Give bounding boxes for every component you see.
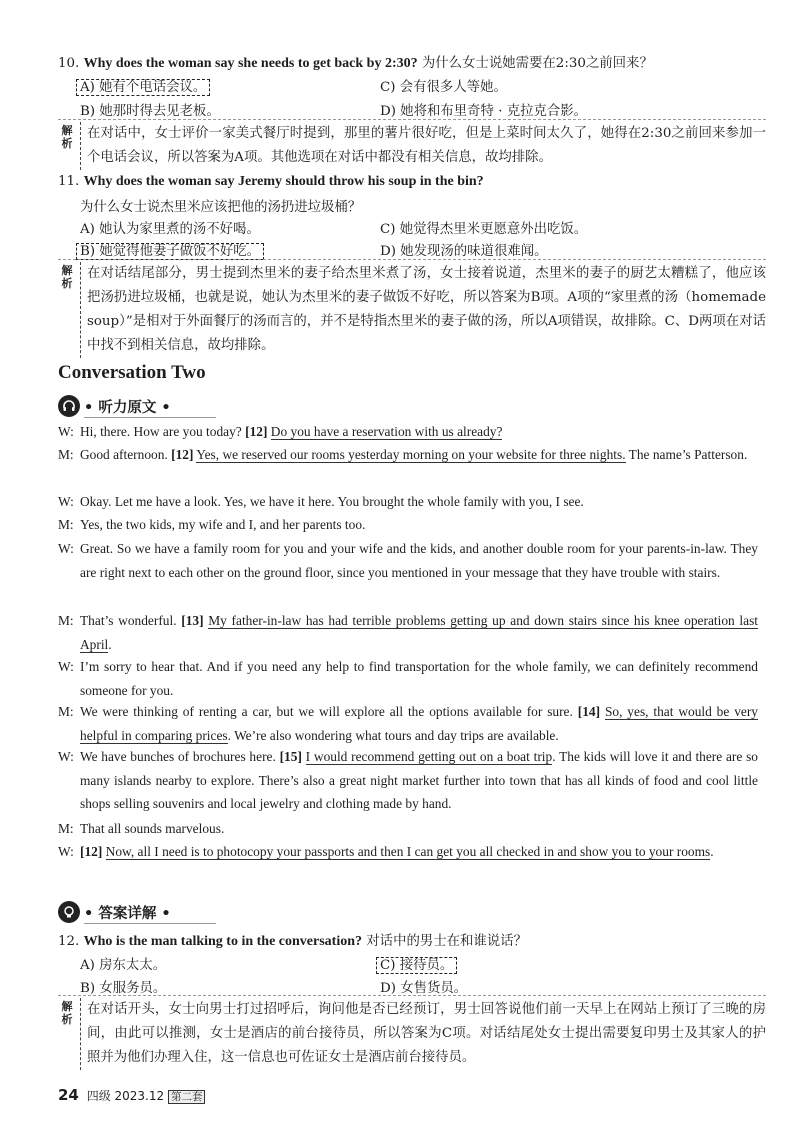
key-sentence: So, yes, that would be very helpful in comparing prices [80, 704, 758, 743]
key-sentence: Yes, we reserved our rooms yesterday morning on your website for three nights. [196, 447, 626, 462]
speaker-label: W: [58, 749, 74, 764]
page-footer [58, 1086, 205, 1104]
speaker-label: W: [58, 494, 74, 509]
speaker-label: M: [58, 613, 74, 628]
edition-label: 第二套 [168, 1090, 206, 1104]
question-10 [58, 52, 770, 72]
dialogue-text [80, 490, 758, 514]
dialogue-fragment: . The kids will love it and there are so many islands nearby to explore. There’s also a great night market further into town that has all kinds of food and cool little shops selling souvenirs and local jewelry and clothing made by hand. [80, 749, 758, 811]
explanation-text: 在对话开头，女士向男士打过招呼后，询问他是否已经预订，男士回答说他们前一天早上在网站上预订了三晚的房间，由此可以推测，女士是酒店的前台接待员，所以答案为C项。对话结尾处女士提出需要复印男士及其家人的护照并为他们办理入住，这一信息也可佐证女士是酒店前台接待员。 [80, 998, 766, 1070]
dialogue-fragment: That’s wonderful. [80, 613, 182, 628]
explanation-11 [58, 262, 766, 358]
dialogue-text [80, 609, 758, 656]
question-ref: [12] [245, 424, 268, 439]
option-b[interactable]: B) 她那时得去见老板。 [80, 104, 220, 119]
option-d[interactable]: D) 她将和布里奇特 · 克拉克合影。 [380, 104, 588, 119]
transcript-badge [58, 394, 171, 418]
footer-text: 四级 2023.12 [86, 1089, 165, 1103]
key-sentence: My father-in-law has had terrible problems getting up and down stairs since his knee operation last April [80, 613, 759, 652]
option-c[interactable]: C) 接待员。 [380, 954, 457, 973]
question-number: 10. [58, 56, 80, 71]
headphones-icon [58, 395, 80, 417]
question-ref: [12] [80, 844, 103, 859]
dialogue-fragment: Yes, the two kids, my wife and I, and her parents too. [80, 517, 366, 532]
speaker-label: W: [58, 424, 74, 439]
question-text-en: Who is the man talking to in the conversation? [83, 934, 363, 949]
question-ref: [12] [171, 447, 194, 462]
question-ref: [14] [577, 704, 601, 719]
speaker-label: M: [58, 447, 74, 462]
option-a[interactable]: A) 她有个电话会议。 [80, 76, 210, 95]
explanation-tag: 解析 [61, 124, 73, 150]
dialogue-fragment: That all sounds marvelous. [80, 821, 225, 836]
dialogue-fragment: Good afternoon. [80, 447, 172, 462]
dialogue-line [58, 655, 758, 702]
speaker-label: M: [58, 704, 74, 719]
dialogue-line [58, 420, 758, 444]
speaker-label: W: [58, 659, 74, 674]
lightbulb-icon [58, 901, 80, 923]
dialogue-text [80, 420, 758, 444]
dialogue-line [58, 840, 758, 864]
dialogue-line [58, 745, 758, 816]
dialogue-text [80, 537, 758, 584]
option-b[interactable]: B) 女服务员。 [80, 981, 167, 996]
question-11-zh: 为什么女士说杰里米应该把他的汤扔进垃圾桶？ [80, 200, 362, 215]
dialogue-fragment: . [108, 636, 112, 652]
answers-badge [58, 900, 171, 924]
dialogue-text [80, 817, 758, 841]
dialogue-line [58, 513, 758, 537]
question-number: 11. [58, 174, 80, 189]
dialogue-text [80, 700, 758, 747]
dialogue-fragment: . We’re also wondering what tours and day trips are available. [227, 727, 559, 743]
dialogue-fragment: . [710, 844, 714, 859]
question-text-en: Why does the woman say Jeremy should throw his soup in the bin? [83, 174, 484, 189]
explanation-text: 在对话结尾部分，男士提到杰里米的妻子给杰里米煮了汤，女士接着说道，杰里米的妻子的厨艺太糟糕了，他应该把汤扔进垃圾桶，也就是说，她认为杰里米的妻子做饭不好吃，所以答案为B项。A项的“家里煮的汤（homemade soup）”是相对于外面餐厅的汤而言的，并不是特指杰里米的妻子做的汤，所以A项错误，故排除。C、D两项在对话中找不到相关信息，故均排除。 [80, 262, 766, 358]
dialogue-text [80, 513, 758, 537]
option-d[interactable]: D) 女售货员。 [380, 981, 468, 996]
question-ref: [15] [279, 749, 302, 764]
dialogue-text [80, 840, 758, 864]
question-number: 12. [58, 934, 80, 949]
page-number: 24 [58, 1086, 79, 1104]
section-title: Conversation Two [58, 362, 206, 383]
speaker-label: W: [58, 541, 74, 556]
dialogue-fragment: We were thinking of renting a car, but we will explore all the options available for sure. [80, 704, 578, 719]
dialogue-text [80, 443, 758, 467]
dialogue-line [58, 817, 758, 841]
explanation-12 [58, 998, 766, 1070]
option-c[interactable]: C) 会有很多人等她。 [380, 80, 507, 95]
dialogue-fragment: The name’s Patterson. [625, 447, 748, 462]
dialogue-line [58, 490, 758, 514]
explanation-tag: 解析 [61, 264, 73, 290]
speaker-label: M: [58, 821, 74, 836]
question-text-zh: 为什么女士说她需要在2:30之前回来？ [421, 56, 653, 71]
option-d[interactable]: D) 她发现汤的味道很难闻。 [380, 244, 548, 259]
badge-label: • 听力原文 • [84, 399, 171, 416]
dialogue-fragment: Okay. Let me have a look. Yes, we have it here. You brought the whole family with you, I see. [80, 494, 584, 509]
option-c[interactable]: C) 她觉得杰里米更愿意外出吃饭。 [380, 222, 588, 237]
dialogue-fragment: Great. So we have a family room for you and your wife and the kids, and another double room for your parents-in-law. They are right next to each other on the ground floor, since you mentioned in your message that they have trouble with stairs. [80, 541, 758, 580]
option-a[interactable]: A) 房东太太。 [80, 958, 167, 973]
speaker-label: W: [58, 844, 74, 859]
key-sentence: I would recommend getting out on a boat trip [305, 749, 553, 764]
explanation-tag: 解析 [61, 1000, 73, 1026]
dialogue-line [58, 443, 758, 467]
option-b[interactable]: B) 她觉得他妻子做饭不好吃。 [80, 240, 264, 259]
dialogue-fragment: We have bunches of brochures here. [80, 749, 280, 764]
explanation-text: 在对话中，女士评价一家美式餐厅时提到，那里的薯片很好吃，但是上菜时间太久了，她得在2:30之前回来参加一个电话会议，所以答案为A项。其他选项在对话中都没有相关信息，故均排除。 [80, 122, 766, 170]
badge-label: • 答案详解 • [84, 905, 171, 922]
question-11 [58, 174, 770, 190]
question-text-zh: 对话中的男士在和谁说话？ [366, 934, 527, 949]
dialogue-line [58, 537, 758, 584]
dialogue-text [80, 655, 758, 702]
question-text-en: Why does the woman say she needs to get back by 2:30? [83, 56, 418, 71]
question-ref: [13] [181, 613, 204, 628]
speaker-label: M: [58, 517, 74, 532]
dialogue-text [80, 745, 758, 816]
dialogue-fragment: I’m sorry to hear that. And if you need any help to find transportation for the whole family, we can definitely recommend someone for you. [80, 659, 758, 698]
option-a[interactable]: A) 她认为家里煮的汤不好喝。 [80, 222, 260, 237]
dialogue-fragment: Hi, there. How are you today? [80, 424, 246, 439]
explanation-10 [58, 122, 766, 170]
dialogue-line [58, 700, 758, 747]
key-sentence: Now, all I need is to photocopy your passports and then I can get you all checked in and show you to your rooms [105, 844, 711, 859]
dialogue-line [58, 609, 758, 656]
key-sentence: Do you have a reservation with us already? [270, 424, 503, 439]
question-12 [58, 930, 770, 950]
